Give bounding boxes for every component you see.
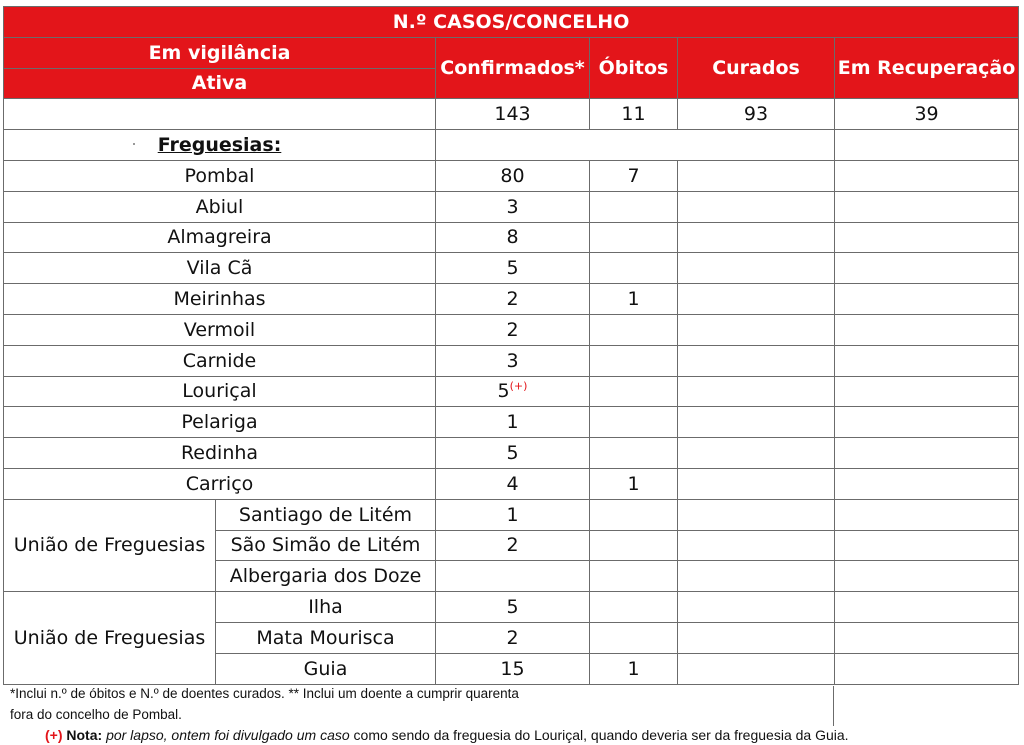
empty-cell	[678, 284, 835, 315]
empty-cell	[678, 468, 835, 499]
table-row	[4, 284, 1019, 315]
table-row	[4, 592, 1019, 623]
confirmados-cell	[436, 314, 590, 345]
obitos-cell: 1	[590, 284, 678, 315]
vigilancia-header-line2: Ativa	[4, 68, 436, 99]
empty-cell	[678, 592, 835, 623]
confirmados-cell	[436, 561, 590, 592]
obitos-cell: 7	[590, 160, 678, 191]
confirmados-cell	[436, 284, 590, 315]
scan-speck	[133, 143, 135, 145]
table-row	[4, 314, 1019, 345]
obitos-cell	[590, 622, 678, 653]
note-italic: por lapso, ontem foi divulgado um caso	[106, 727, 350, 743]
empty-cell	[835, 561, 1019, 592]
confirmados-value: 4	[506, 472, 519, 495]
table-row	[4, 407, 1019, 438]
freguesia-name: Carriço	[4, 468, 436, 499]
table-row	[4, 468, 1019, 499]
empty-cell	[835, 284, 1019, 315]
obitos-cell	[590, 438, 678, 469]
obitos-header: Óbitos	[590, 37, 678, 99]
confirmados-cell	[436, 191, 590, 222]
empty-cell	[835, 438, 1019, 469]
table-row	[4, 191, 1019, 222]
confirmados-cell	[436, 376, 590, 407]
confirmados-value: 8	[506, 226, 519, 249]
table-row	[4, 253, 1019, 284]
cases-table	[3, 6, 1019, 685]
uniao-member-name: Guia	[216, 653, 436, 684]
empty-cell	[835, 130, 1019, 161]
freguesia-name: Almagreira	[4, 222, 436, 253]
uniao-label: União de Freguesias	[4, 499, 216, 591]
empty-cell	[678, 653, 835, 684]
empty-cell	[678, 376, 835, 407]
empty-cell	[678, 622, 835, 653]
empty-cell	[835, 314, 1019, 345]
uniao-member-name: Mata Mourisca	[216, 622, 436, 653]
empty-cell	[678, 407, 835, 438]
obitos-cell	[590, 530, 678, 561]
confirmados-cell	[436, 253, 590, 284]
confirmados-value: 1	[506, 411, 519, 434]
divider-line	[833, 686, 834, 726]
obitos-cell	[590, 191, 678, 222]
confirmados-cell: 15	[436, 653, 590, 684]
header-row-1	[4, 37, 1019, 68]
empty-cell	[835, 345, 1019, 376]
empty-cell	[678, 530, 835, 561]
freguesias-label-row	[4, 130, 1019, 161]
uniao-member-name: Ilha	[216, 592, 436, 623]
table-title: N.º CASOS/CONCELHO	[4, 7, 1019, 38]
freguesia-name: Pombal	[4, 160, 436, 191]
empty-cell	[835, 376, 1019, 407]
table-row	[4, 376, 1019, 407]
empty-cell	[835, 253, 1019, 284]
empty-cell	[678, 561, 835, 592]
total-vigilancia	[4, 99, 436, 130]
empty-cell	[678, 345, 835, 376]
obitos-cell: 1	[590, 653, 678, 684]
confirmados-cell: 2	[436, 530, 590, 561]
curados-header: Curados	[678, 37, 835, 99]
table-row	[4, 345, 1019, 376]
confirmados-cell: 1	[436, 499, 590, 530]
table-row	[4, 222, 1019, 253]
obitos-cell: 1	[590, 468, 678, 499]
uniao-member-name: Albergaria dos Doze	[216, 561, 436, 592]
table-row	[4, 499, 1019, 530]
empty-cell	[678, 222, 835, 253]
total-recuperacao: 39	[835, 99, 1019, 130]
confirmados-cell	[436, 345, 590, 376]
freguesia-name: Vila Cã	[4, 253, 436, 284]
empty-cell	[835, 407, 1019, 438]
footnote-1: *Inclui n.º de óbitos e N.º de doentes curados. ** Inclui um doente a cumprir quarenta	[10, 686, 519, 701]
obitos-cell	[590, 561, 678, 592]
table-row	[4, 438, 1019, 469]
confirmados-header: Confirmados*	[436, 37, 590, 99]
obitos-cell	[590, 407, 678, 438]
obitos-cell	[590, 376, 678, 407]
total-curados: 93	[678, 99, 835, 130]
totals-row	[4, 99, 1019, 130]
freguesia-name: Abiul	[4, 191, 436, 222]
total-confirmados: 143	[436, 99, 590, 130]
total-obitos: 11	[590, 99, 678, 130]
obitos-cell	[590, 253, 678, 284]
confirmados-value: 2	[506, 288, 519, 311]
confirmados-cell: 5	[436, 592, 590, 623]
note-label: Nota:	[66, 727, 103, 743]
empty-cell	[436, 130, 835, 161]
freguesia-name: Carnide	[4, 345, 436, 376]
uniao-label: União de Freguesias	[4, 592, 216, 684]
obitos-cell	[590, 499, 678, 530]
freguesia-name: Meirinhas	[4, 284, 436, 315]
freguesia-name: Vermoil	[4, 314, 436, 345]
confirmados-value: 5	[506, 442, 519, 465]
title-row	[4, 7, 1019, 38]
confirmados-value: 5	[497, 380, 510, 403]
empty-cell	[835, 222, 1019, 253]
empty-cell	[678, 191, 835, 222]
obitos-cell	[590, 222, 678, 253]
empty-cell	[835, 160, 1019, 191]
empty-cell	[678, 160, 835, 191]
confirmados-cell: 2	[436, 622, 590, 653]
empty-cell	[835, 468, 1019, 499]
obitos-cell	[590, 592, 678, 623]
uniao-member-name: Santiago de Litém	[216, 499, 436, 530]
recuperacao-header: Em Recuperação	[835, 37, 1019, 99]
freguesia-name: Pelariga	[4, 407, 436, 438]
freguesia-name: Redinha	[4, 438, 436, 469]
confirmados-cell	[436, 468, 590, 499]
confirmados-value: 5	[506, 257, 519, 280]
confirmados-cell	[436, 160, 590, 191]
empty-cell	[835, 530, 1019, 561]
empty-cell	[835, 191, 1019, 222]
confirmados-cell	[436, 222, 590, 253]
vigilancia-header-line1: Em vigilância	[4, 37, 436, 68]
empty-cell	[835, 622, 1019, 653]
confirmados-value: 2	[506, 318, 519, 341]
obitos-cell	[590, 314, 678, 345]
empty-cell	[678, 438, 835, 469]
empty-cell	[678, 253, 835, 284]
confirmados-value: 3	[506, 195, 519, 218]
obitos-cell	[590, 345, 678, 376]
empty-cell	[835, 653, 1019, 684]
empty-cell	[835, 499, 1019, 530]
footnote-2: fora do concelho de Pombal.	[10, 707, 182, 722]
uniao-member-name: São Simão de Litém	[216, 530, 436, 561]
freguesias-label: Freguesias:	[4, 130, 436, 161]
confirmados-value: 80	[500, 164, 525, 187]
note-mark-superscript: (+)	[509, 380, 528, 394]
empty-cell	[678, 499, 835, 530]
note-rest: como sendo da freguesia do Louriçal, quando deveria ser da freguesia da Guia.	[353, 727, 849, 743]
freguesia-name: Louriçal	[4, 376, 436, 407]
note-mark: (+)	[45, 727, 63, 743]
confirmados-cell	[436, 438, 590, 469]
empty-cell	[678, 314, 835, 345]
correction-note	[45, 727, 849, 743]
confirmados-value: 3	[506, 349, 519, 372]
empty-cell	[835, 592, 1019, 623]
confirmados-cell	[436, 407, 590, 438]
table-row	[4, 160, 1019, 191]
